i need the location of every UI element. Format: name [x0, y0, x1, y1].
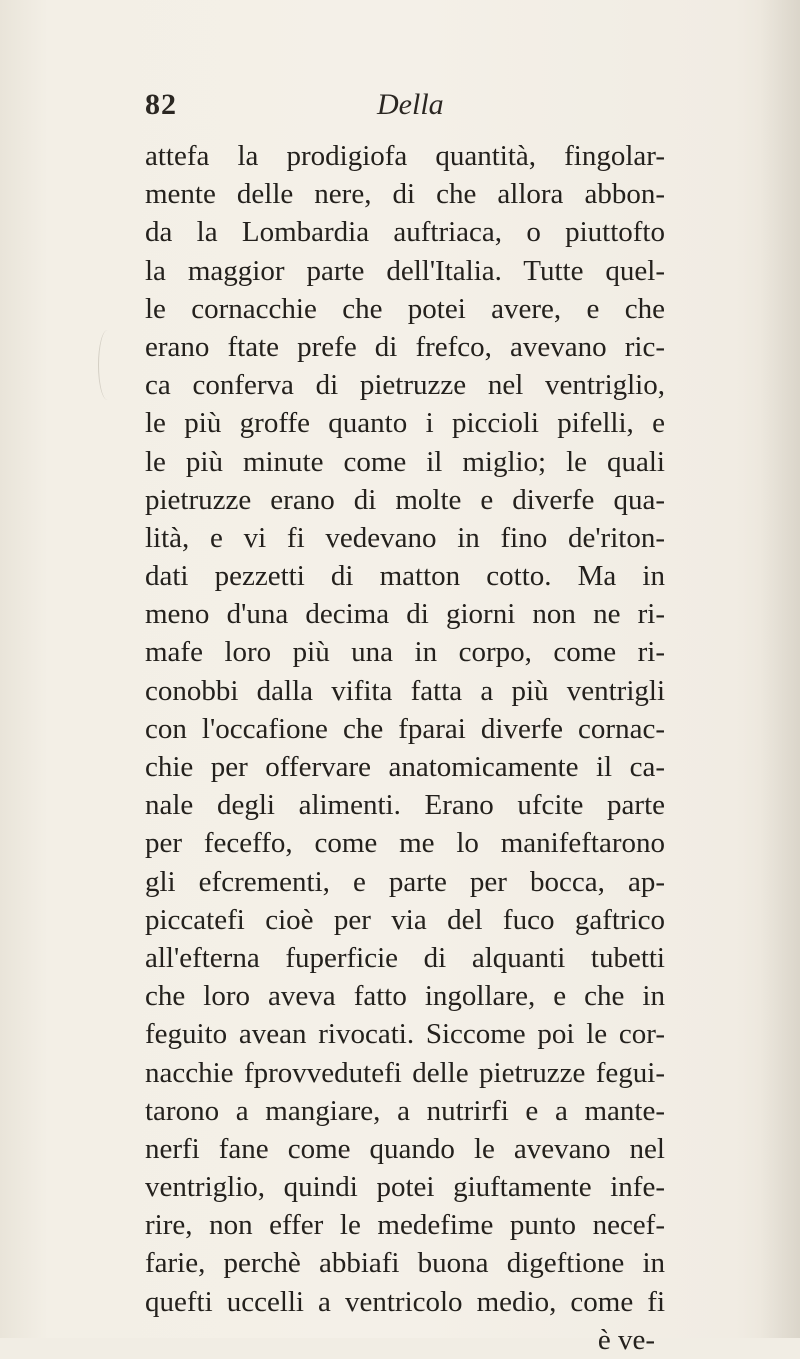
text-line: le più minute come il miglio; le quali — [145, 445, 665, 478]
text-line: all'efterna fuperficie di alquanti tubetti — [145, 941, 665, 974]
text-line: piccatefi cioè per via del fuco gaftrico — [145, 903, 665, 936]
text-line: nale degli alimenti. Erano ufcite parte — [145, 789, 665, 822]
text-line: le più groffe quanto i piccioli pifelli, e — [145, 407, 665, 440]
text-line: la maggior parte dell'Italia. Tutte quel- — [145, 254, 665, 287]
text-line: farie, perchè abbiafi buona digeftione in — [145, 1247, 665, 1280]
running-head — [145, 88, 665, 128]
text-line: tarono a mangiare, a nutrirfi e a mante- — [145, 1094, 665, 1127]
text-line: dati pezzetti di matton cotto. Ma in — [145, 560, 665, 593]
text-line: per feceffo, come me lo manifeftarono — [145, 827, 665, 860]
page-number: 82 — [145, 88, 177, 121]
text-line: rire, non effer le medefime punto necef- — [145, 1209, 665, 1242]
text-line: da la Lombardia auftriaca, o piuttofto — [145, 216, 665, 249]
text-line: mente delle nere, di che allora abbon- — [145, 178, 665, 211]
text-line: nacchie fprovvedutefi delle pietruzze fegui- — [145, 1056, 665, 1089]
text-line: nerfi fane come quando le avevano nel — [145, 1132, 665, 1165]
catchword-line: è ve- — [597, 1323, 655, 1356]
text-line: erano ftate prefe di frefco, avevano ric- — [145, 330, 665, 363]
text-line: lità, e vi fi vedevano in fino de'riton- — [145, 521, 665, 554]
text-line: ventriglio, quindi potei giuftamente infe- — [145, 1171, 665, 1204]
text-line: feguito avean rivocati. Siccome poi le cor- — [145, 1018, 665, 1051]
text-line: con l'occafione che fparai diverfe cornac- — [145, 712, 665, 745]
text-line: quefti uccelli a ventricolo medio, come fi — [145, 1285, 665, 1318]
text-line: attefa la prodigiofa quantità, fingolar- — [145, 140, 665, 172]
text-line: chie per offervare anatomicamente il ca- — [145, 751, 665, 783]
text-line: meno d'una decima di giorni non ne ri- — [145, 598, 665, 631]
running-title: Della — [377, 88, 444, 121]
paper-fold-mark — [98, 330, 117, 400]
text-line: ca conferva di pietruzze nel ventriglio, — [145, 369, 665, 402]
body-text — [145, 137, 665, 1359]
text-line: le cornacchie che potei avere, e che — [145, 292, 665, 325]
text-line: conobbi dalla vifita fatta a più ventrigli — [145, 674, 665, 707]
text-line: che loro aveva fatto ingollare, e che in — [145, 980, 665, 1013]
text-line: mafe loro più una in corpo, come ri- — [145, 636, 665, 669]
text-line: pietruzze erano di molte e diverfe qua- — [145, 483, 665, 516]
page-edge-shadow — [760, 0, 800, 1338]
text-line: gli efcrementi, e parte per bocca, ap- — [145, 865, 665, 898]
